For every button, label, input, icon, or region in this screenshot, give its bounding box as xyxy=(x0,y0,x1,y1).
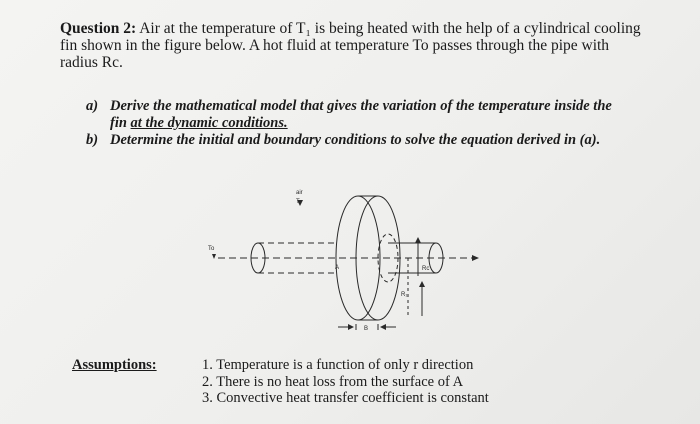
b-label: B xyxy=(364,326,369,332)
question-heading: Question 2: xyxy=(60,20,137,37)
assumption-item: 2. There is no heat loss from the surface of A xyxy=(202,373,464,390)
question-line-1-text: Air at the temperature of T₁ is being heated with the help of a cylindrical cooling xyxy=(136,20,641,37)
r1-arrow-up xyxy=(419,281,425,287)
flow-arrow-in xyxy=(212,254,216,259)
part-a-underlined: at the dynamic conditions. xyxy=(130,115,288,131)
part-a-line-2-text: fin xyxy=(110,115,131,131)
assumptions-list xyxy=(202,357,489,407)
part-a-line-2 xyxy=(110,115,612,132)
assumption-item: 1. Temperature is a function of only r direction xyxy=(202,357,474,373)
part-a-label: a) xyxy=(86,98,99,114)
assumption-item: 3. Convective heat transfer coefficient is constant xyxy=(202,390,489,406)
b-arrow-right xyxy=(380,324,386,330)
part-b xyxy=(86,132,666,149)
t1-label: T₁ xyxy=(296,199,302,205)
assumptions-title: Assumptions: xyxy=(72,357,157,373)
to-label: To xyxy=(208,246,215,252)
question-text xyxy=(60,20,660,71)
flow-arrow-out xyxy=(472,255,479,261)
question-line-2: fin shown in the figure below. A hot fluid at temperature To passes through the pipe with xyxy=(60,37,610,54)
part-b-label: b) xyxy=(86,132,99,148)
b-arrow-left xyxy=(348,324,354,330)
rc-arrow-up xyxy=(415,237,421,243)
fin-figure xyxy=(198,184,488,334)
r1-label: R₁ xyxy=(401,292,408,298)
question-line-3: radius Rc. xyxy=(60,54,123,71)
air-label: air xyxy=(296,190,303,196)
sub-questions xyxy=(86,98,666,149)
part-a xyxy=(86,98,666,132)
part-a-line-1: Derive the mathematical model that gives the variation of the temperature inside the xyxy=(110,98,612,114)
part-b-text: Determine the initial and boundary conditions to solve the equation derived in (a). xyxy=(110,132,601,148)
question-line-1 xyxy=(60,20,660,37)
rc-label: Rc xyxy=(422,266,430,272)
a-label: A xyxy=(335,265,340,271)
